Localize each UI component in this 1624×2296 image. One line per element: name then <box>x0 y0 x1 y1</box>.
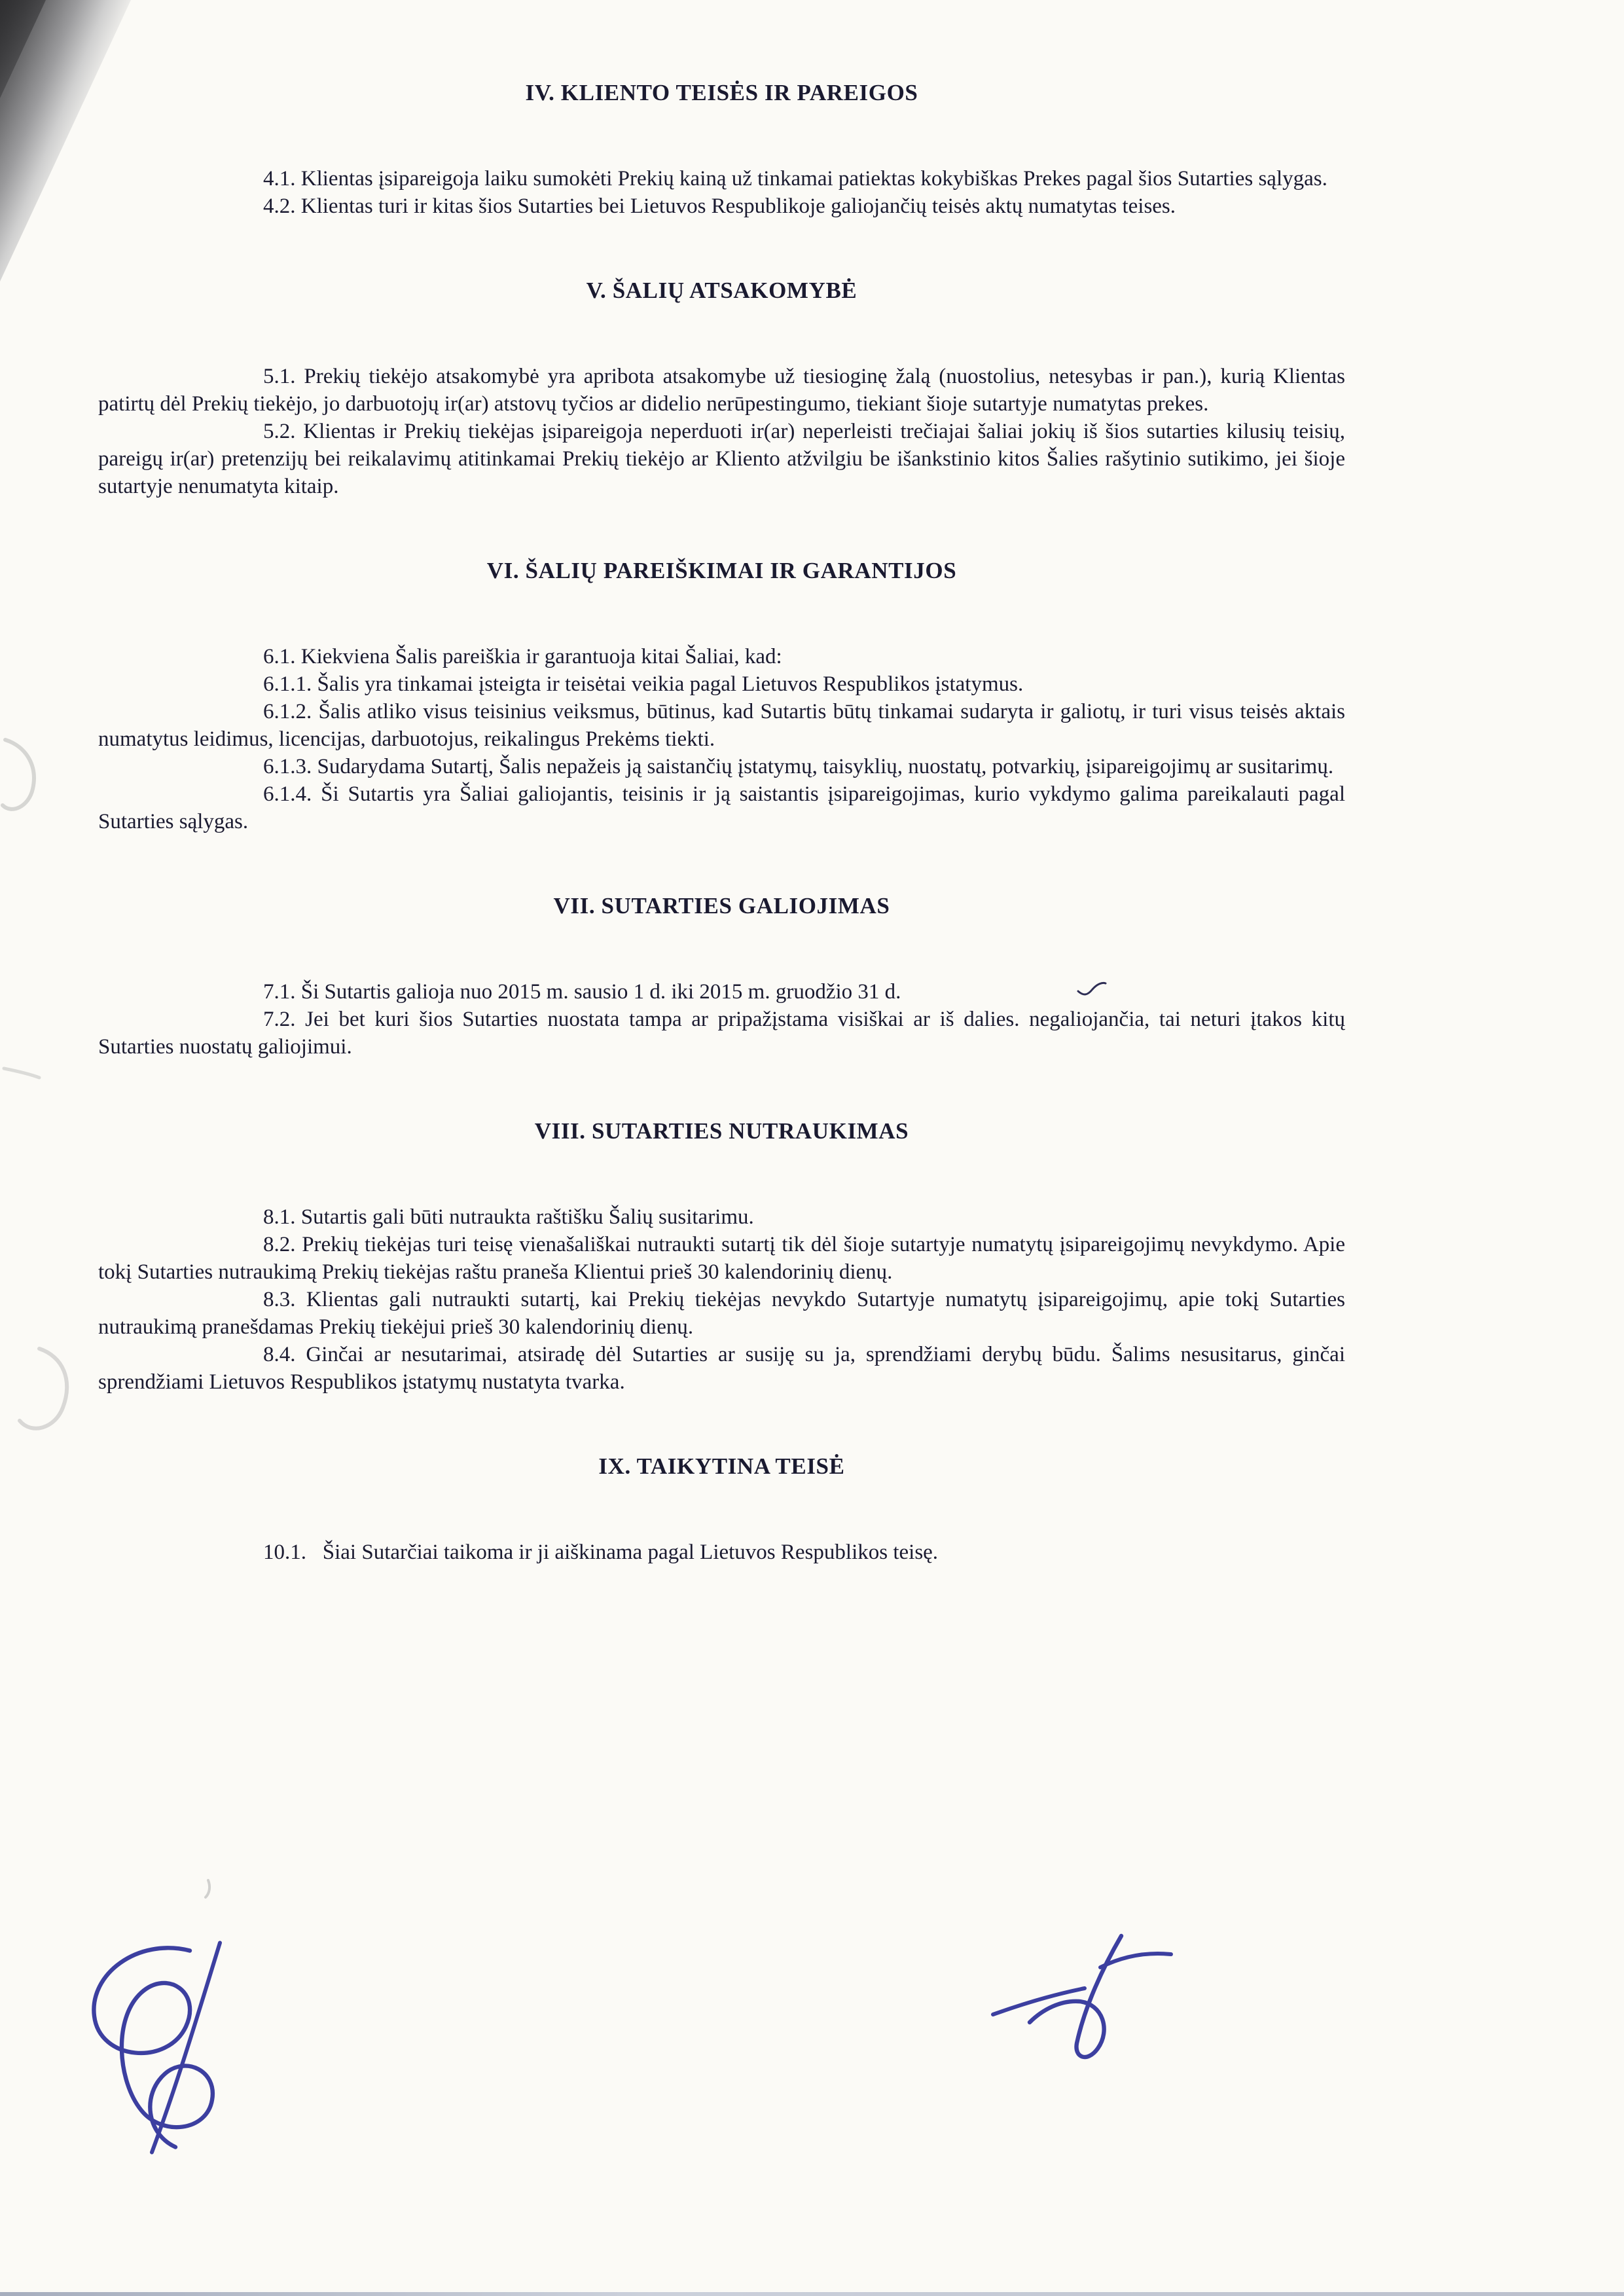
document-content <box>98 79 1345 1566</box>
paragraph-text: 4.2. Klientas turi ir kitas šios Sutarties bei Lietuvos Respublikoje galiojančių teisės aktų numatytas teises. <box>263 194 1176 218</box>
section-heading: VI. ŠALIŲ PAREIŠKIMAI IR GARANTIJOS <box>486 558 957 583</box>
paragraph-text: 7.2. Jei bet kuri šios Sutarties nuostata tampa ar pripažįstama visiškai ar iš dalies. negaliojančia, tai neturi įtakos kitų Sutarties nuostatų galiojimui. <box>98 1008 1345 1059</box>
paragraph <box>98 1006 1345 1061</box>
paragraph <box>98 1539 1345 1566</box>
paragraph <box>98 192 1345 220</box>
paragraph <box>98 978 1345 1006</box>
paragraph-text: 10.1. Šiai Sutarčiai taikoma ir ji aiškinama pagal Lietuvos Respublikos teisę. <box>263 1540 939 1564</box>
paragraph-text: 8.2. Prekių tiekėjas turi teisę vienašališkai nutraukti sutartį tik dėl šioje sutartyje numatytų įsipareigojimų nevykdymo. Apie tokį Sutarties nutraukimą Prekių tiekėjas raštu praneša Klientui prieš 30 kalendorinių dienų. <box>98 1233 1345 1284</box>
section-heading: IX. TAIKYTINA TEISĖ <box>598 1453 845 1479</box>
paragraph <box>98 780 1345 835</box>
paragraph-text: 8.3. Klientas gali nutraukti sutartį, kai Prekių tiekėjas nevykdo Sutartyje numatytų įsipareigojimų, apie tokį Sutarties nutraukimą pranešdamas Prekių tiekėjui prieš 30 kalendorinių dienų. <box>98 1288 1345 1339</box>
paragraph-text: 6.1.3. Sudarydama Sutartį, Šalis nepažeis ją saistančių įstatymų, taisyklių, nuostatų, potvarkių, įsipareigojimų ar susitarimų. <box>263 755 1334 778</box>
paragraph <box>98 418 1345 500</box>
section-heading: V. ŠALIŲ ATSAKOMYBĖ <box>586 278 857 303</box>
paragraph-text: 6.1.2. Šalis atliko visus teisinius veiksmus, būtinus, kad Sutartis būtų tinkamai sudaryta ir galiotų, ir turi visus teisės aktais numatytus leidimus, licencijas, darbuotojus, reikalingus Prekėms tiekti. <box>98 700 1345 751</box>
section-heading: VIII. SUTARTIES NUTRAUKIMAS <box>534 1118 909 1144</box>
paragraph <box>98 643 1345 670</box>
paragraph-text: 8.1. Sutartis gali būti nutraukta raštišku Šalių susitarimu. <box>263 1205 754 1229</box>
paragraph-text: 6.1. Kiekviena Šalis pareiškia ir garantuoja kitai Šaliai, kad: <box>263 645 782 668</box>
paragraph-text: 4.1. Klientas įsipareigoja laiku sumokėti Prekių kainą už tinkamai patiektas kokybiškas Prekes pagal šios Sutarties sąlygas. <box>263 167 1327 191</box>
paragraph <box>98 1341 1345 1396</box>
paragraph <box>98 363 1345 418</box>
paragraph <box>98 753 1345 780</box>
paragraph-text: 8.4. Ginčai ar nesutarimai, atsiradę dėl Sutarties ar susiję su ja, sprendžiami derybų būdu. Šalims nesusitarus, ginčai sprendžiami Lietuvos Respublikos įstatymų nustatyta tvarka. <box>98 1343 1345 1394</box>
signature-right <box>985 1928 1182 2072</box>
paragraph <box>98 165 1345 192</box>
paragraph-text: 6.1.1. Šalis yra tinkamai įsteigta ir teisėtai veikia pagal Lietuvos Respublikos įstatymus. <box>263 672 1024 696</box>
paragraph <box>98 1203 1345 1231</box>
paragraph <box>98 1286 1345 1341</box>
paragraph <box>98 698 1345 753</box>
paragraph-text: 5.2. Klientas ir Prekių tiekėjas įsipareigoja neperduoti ir(ar) neperleisti trečiajai šaliai jokių iš šios sutarties kilusių teisių, pareigų ir(ar) pretenzijų bei reikalavimų atitinkamai Prekių tiekėjo ar Kliento atžvilgiu be išankstinio kitos Šalies rašytinio sutikimo, jei šioje sutartyje nenumatyta kitaip. <box>98 420 1345 498</box>
paragraph <box>98 670 1345 698</box>
paragraph-text: 5.1. Prekių tiekėjo atsakomybė yra apribota atsakomybe už tiesioginę žalą (nuostolius, netesybas ir pan.), kurią Klientas patirtų dėl Prekių tiekėjo, jo darbuotojų ir(ar) atstovų tyčios ar didelio nerūpestingumo, tiekiant šioje sutartyje numatytas prekes. <box>98 365 1345 416</box>
scanner-bottom-edge-artifact <box>0 2292 1624 2296</box>
paragraph <box>98 1231 1345 1286</box>
handwritten-checkmark-icon <box>911 979 1108 1007</box>
paragraph-text: 7.1. Ši Sutartis galioja nuo 2015 m. sausio 1 d. iki 2015 m. gruodžio 31 d. <box>263 980 901 1004</box>
signature-left <box>65 1935 249 2160</box>
section-heading: VII. SUTARTIES GALIOJIMAS <box>553 893 890 919</box>
paragraph-text: 6.1.4. Ši Sutartis yra Šaliai galiojantis, teisinis ir ją saistantis įsipareigojimas, kurio vykdymo galima pareikalauti pagal Sutarties sąlygas. <box>98 782 1345 833</box>
section-heading: IV. KLIENTO TEISĖS IR PAREIGOS <box>525 80 918 105</box>
